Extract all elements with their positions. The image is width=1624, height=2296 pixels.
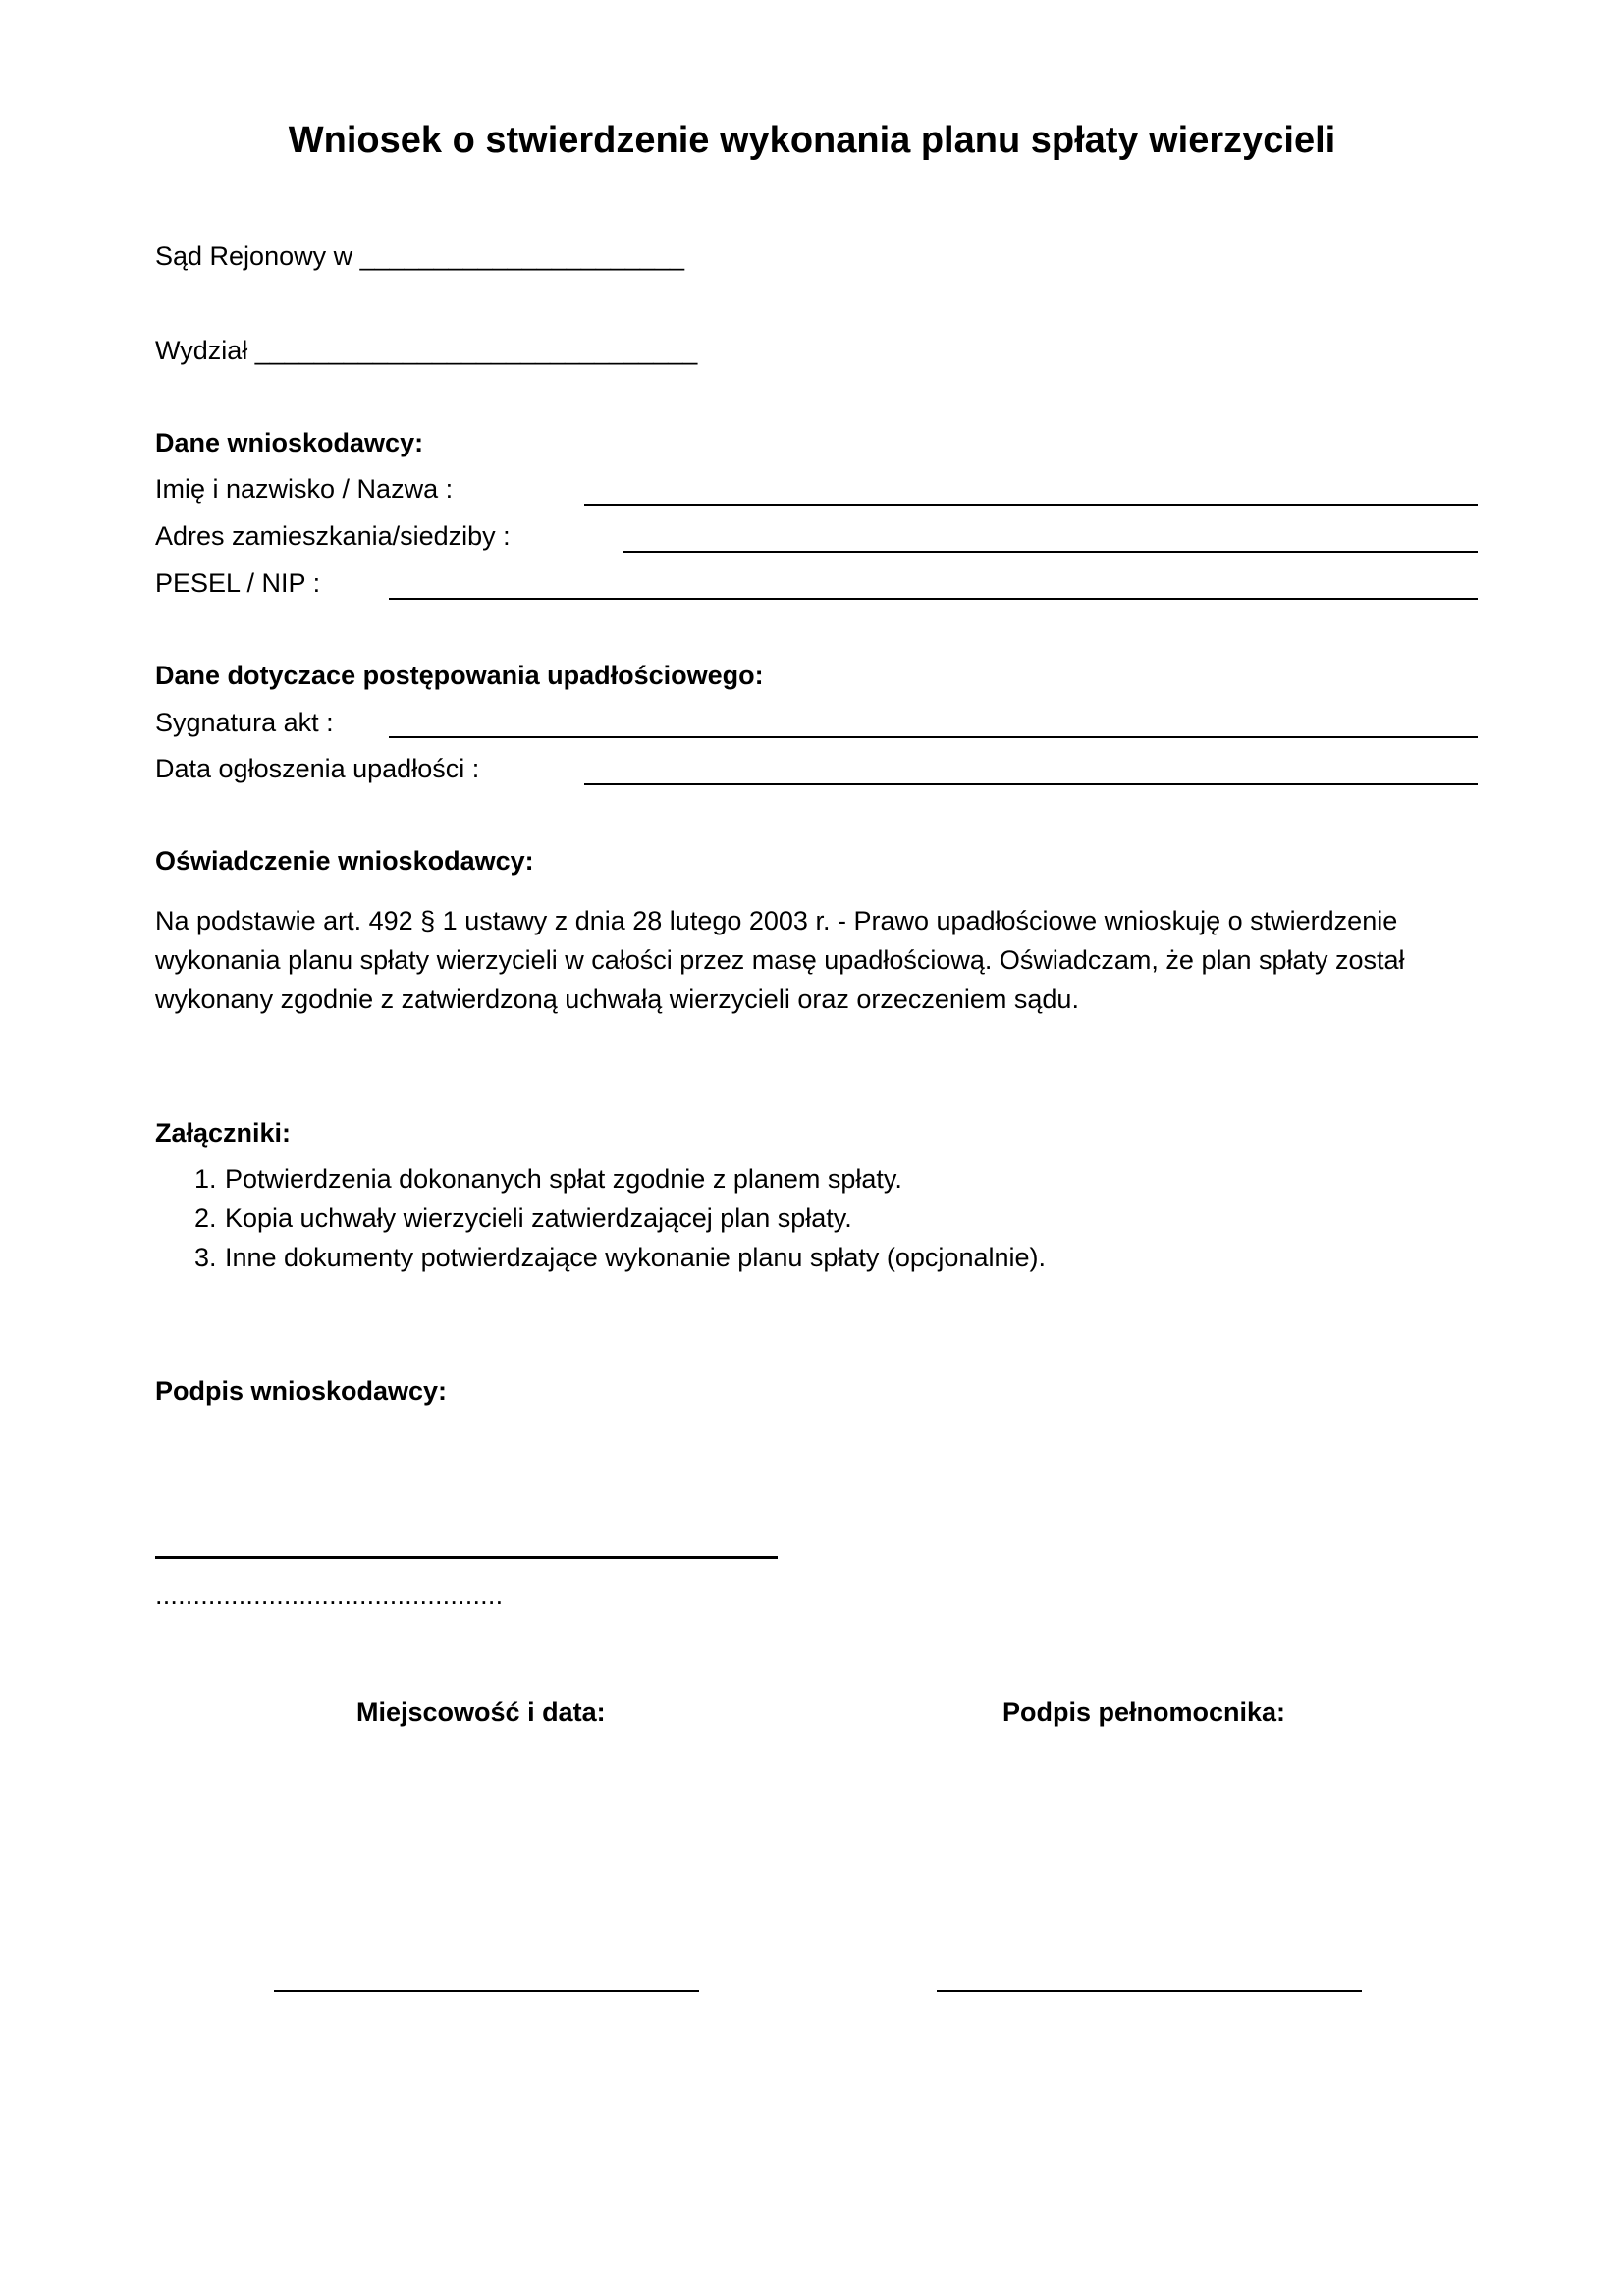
proxy-signature-line[interactable]: [937, 1990, 1362, 1992]
court-label: Sąd Rejonowy w: [155, 241, 353, 271]
applicant-heading: Dane wnioskodawcy:: [155, 428, 424, 457]
attachment-item: [194, 1201, 852, 1235]
applicant-address-label: Adres zamieszkania/siedziby :: [155, 521, 511, 551]
case-number-line[interactable]: [389, 736, 1478, 738]
proxy-signature-label: Podpis pełnomocnika:: [1002, 1697, 1286, 1727]
signature-dots: ..............................................: [155, 1580, 504, 1610]
bankruptcy-date-line[interactable]: [584, 783, 1478, 785]
division-label: Wydział: [155, 336, 248, 365]
document-title: Wniosek o stwierdzenie wykonania planu spłaty wierzycieli: [288, 120, 1336, 161]
bankruptcy-date-label: Data ogłoszenia upadłości :: [155, 754, 480, 783]
attachment-text: Potwierdzenia dokonanych spłat zgodnie z planem spłaty.: [225, 1164, 902, 1194]
applicant-id-line[interactable]: [389, 598, 1478, 600]
attachment-text: Kopia uchwały wierzycieli zatwierdzającej plan spłaty.: [225, 1203, 852, 1233]
attachment-item: [194, 1162, 902, 1196]
statement-line: wykonania planu spłaty wierzycieli w całości przez masę upadłościową. Oświadczam, że plan spłaty został: [155, 945, 1405, 975]
place-date-label: Miejscowość i data:: [356, 1697, 606, 1727]
signature-heading: Podpis wnioskodawcy:: [155, 1376, 448, 1406]
applicant-name-line[interactable]: [584, 504, 1478, 506]
proceedings-heading: Dane dotyczace postępowania upadłościowego:: [155, 661, 764, 690]
statement-heading: Oświadczenie wnioskodawcy:: [155, 846, 534, 876]
place-date-line[interactable]: [274, 1990, 699, 1992]
attachment-text: Inne dokumenty potwierdzające wykonanie planu spłaty (opcjonalnie).: [225, 1243, 1046, 1272]
applicant-address-line[interactable]: [623, 551, 1478, 553]
applicant-id-label: PESEL / NIP :: [155, 568, 321, 598]
case-number-label: Sygnatura akt :: [155, 708, 334, 737]
court-field: [155, 240, 684, 273]
division-field: [155, 334, 697, 367]
attachment-number: 1.: [194, 1164, 217, 1194]
statement-line: Na podstawie art. 492 § 1 ustawy z dnia 28 lutego 2003 r. - Prawo upadłościowe wnioskuję o stwierdzenie: [155, 906, 1398, 935]
attachment-number: 3.: [194, 1243, 217, 1272]
statement-paragraph: [155, 901, 1490, 1019]
statement-line: wykonany zgodnie z zatwierdzoną uchwałą wierzycieli oraz orzeczeniem sądu.: [155, 985, 1079, 1014]
attachment-number: 2.: [194, 1203, 217, 1233]
signature-line[interactable]: [155, 1556, 778, 1559]
applicant-name-label: Imię i nazwisko / Nazwa :: [155, 474, 454, 504]
attachments-heading: Załączniki:: [155, 1118, 292, 1148]
attachment-item: [194, 1241, 1046, 1274]
division-blank[interactable]: ______________________________: [254, 336, 698, 365]
court-blank[interactable]: ______________________: [359, 241, 684, 271]
